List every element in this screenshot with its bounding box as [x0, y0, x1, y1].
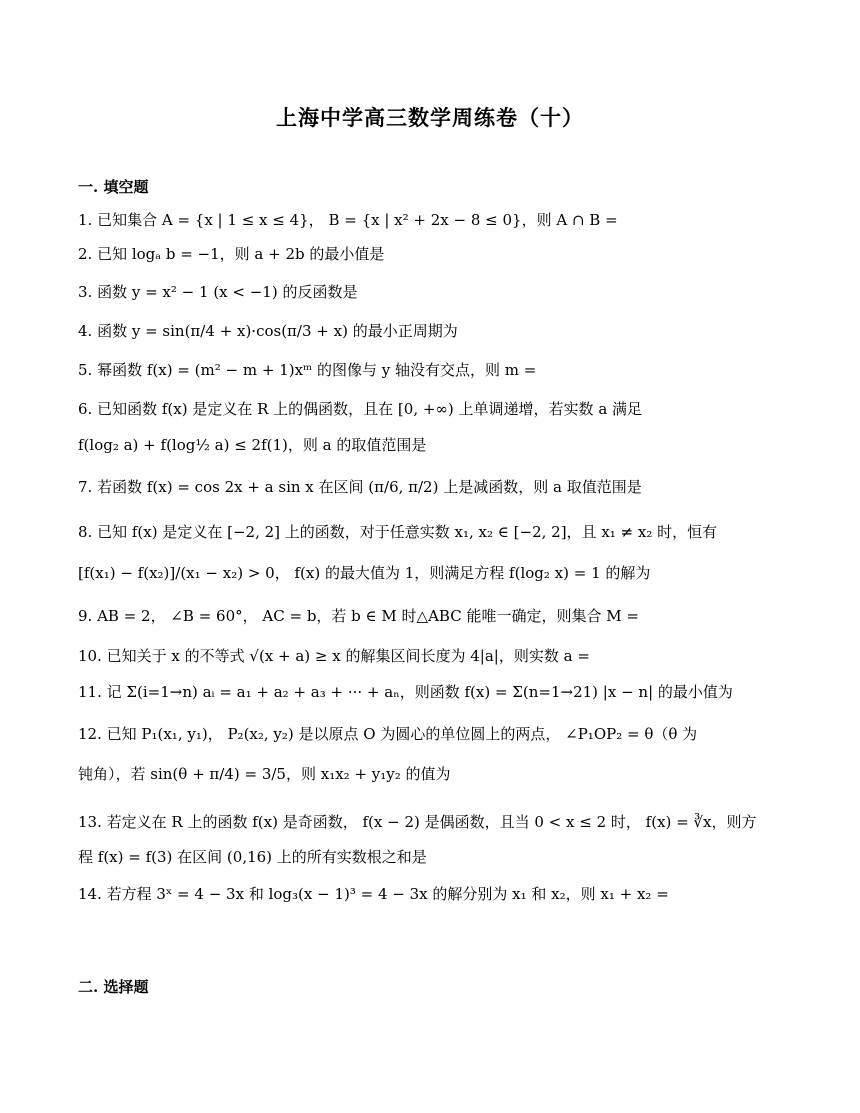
question-12-line-1: 12. 已知 P₁(x₁, y₁)， P₂(x₂, y₂) 是以原点 O 为圆心的单位圆上的两点， ∠P₁OP₂ = θ（θ 为 [78, 725, 698, 743]
question-5: 5. 幂函数 f(x) = (m² − m + 1)xᵐ 的图像与 y 轴没有交点，则 m = [78, 361, 537, 379]
question-12-line-2: 钝角），若 sin(θ + π/4) = 3/5，则 x₁x₂ + y₁y₂ 的值为 [78, 765, 451, 783]
question-10: 10. 已知关于 x 的不等式 √(x + a) ≥ x 的解集区间长度为 4|a|，则实数 a = [78, 647, 590, 665]
question-11: 11. 记 Σ(i=1→n) aᵢ = a₁ + a₂ + a₃ + ··· + aₙ，则函数 f(x) = Σ(n=1→21) |x − n| 的最小值为 [78, 683, 733, 701]
section-heading-fill-blank: 一. 填空题 [78, 178, 149, 196]
question-1: 1. 已知集合 A = {x | 1 ≤ x ≤ 4}， B = {x | x² + 2x − 8 ≤ 0}，则 A ∩ B = [78, 211, 618, 229]
question-6-line-1: 6. 已知函数 f(x) 是定义在 R 上的偶函数，且在 [0, +∞) 上单调递增，若实数 a 满足 [78, 400, 643, 418]
question-13-line-1: 13. 若定义在 R 上的函数 f(x) 是奇函数， f(x − 2) 是偶函数，且当 0 < x ≤ 2 时， f(x) = ∛x，则方 [78, 813, 757, 831]
question-8-line-1: 8. 已知 f(x) 是定义在 [−2, 2] 上的函数，对于任意实数 x₁, x₂ ∈ [−2, 2]，且 x₁ ≠ x₂ 时，恒有 [78, 523, 718, 541]
exam-title: 上海中学高三数学周练卷（十） [276, 105, 584, 130]
question-3: 3. 函数 y = x² − 1 (x < −1) 的反函数是 [78, 283, 358, 301]
question-2: 2. 已知 logₐ b = −1，则 a + 2b 的最小值是 [78, 245, 385, 263]
question-14: 14. 若方程 3ˣ = 4 − 3x 和 log₃(x − 1)³ = 4 − 3x 的解分别为 x₁ 和 x₂，则 x₁ + x₂ = [78, 885, 669, 903]
section-heading-multiple-choice: 二. 选择题 [78, 978, 149, 996]
question-13-line-2: 程 f(x) = f(3) 在区间 (0,16) 上的所有实数根之和是 [78, 848, 427, 866]
question-8-line-2: [f(x₁) − f(x₂)]/(x₁ − x₂) > 0， f(x) 的最大值为 1，则满足方程 f(log₂ x) = 1 的解为 [78, 564, 651, 582]
question-9: 9. AB = 2， ∠B = 60°， AC = b，若 b ∈ M 时△ABC 能唯一确定，则集合 M = [78, 607, 639, 625]
question-6-line-2: f(log₂ a) + f(log½ a) ≤ 2f(1)，则 a 的取值范围是 [78, 436, 427, 454]
question-4: 4. 函数 y = sin(π/4 + x)·cos(π/3 + x) 的最小正周期为 [78, 322, 458, 340]
question-7: 7. 若函数 f(x) = cos 2x + a sin x 在区间 (π/6, π/2) 上是减函数，则 a 取值范围是 [78, 478, 642, 496]
